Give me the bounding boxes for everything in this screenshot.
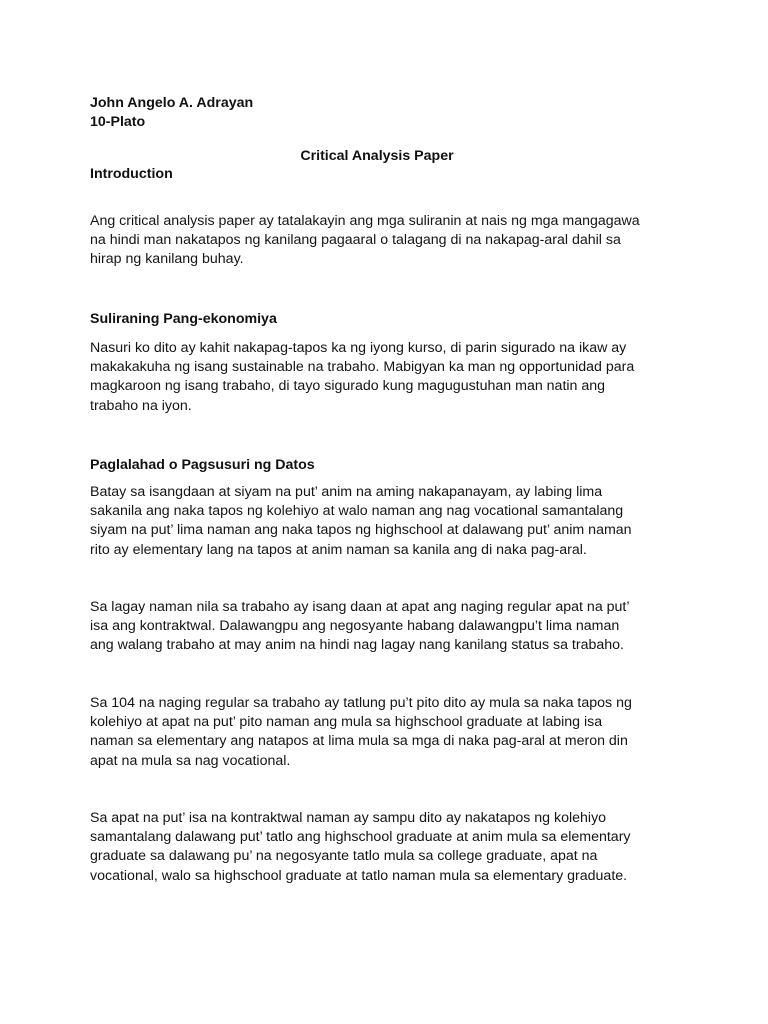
data-paragraph-3 <box>90 694 680 771</box>
paragraph-line: Nasuri ko dito ay kahit nakapag-tapos ka ng iyong kurso, di parin sigurado na ikaw ay <box>90 340 627 356</box>
author-name: John Angelo A. Adrayan <box>90 95 254 111</box>
paragraph-line: hirap ng kanilang buhay. <box>90 251 244 268</box>
paragraph-line: Ang critical analysis paper ay tatalakayin ang mga suliranin at nais ng mga mangagawa <box>90 213 640 229</box>
author-block <box>90 94 680 132</box>
paragraph-line: Sa 104 na naging regular sa trabaho ay tatlung pu’t pito dito ay mula sa naka tapos ng <box>90 695 632 711</box>
data-paragraph-1 <box>90 483 680 560</box>
paragraph-line: siyam na put’ lima naman ang naka tapos ng highschool at dalawang put’ anim naman <box>90 522 632 539</box>
introduction-heading: Introduction <box>90 166 173 182</box>
paragraph-line: naman sa elementary ang natapos at lima mula sa mga di naka pag-aral at meron din <box>90 733 628 750</box>
paragraph-line: ang walang trabaho at may anim na hindi nag lagay nang kanilang status sa trabaho. <box>90 637 624 654</box>
data-paragraph-2 <box>90 598 680 656</box>
economy-paragraph <box>90 339 680 416</box>
paragraph-line: graduate sa dalawang pu’ na negosyante tatlo mula sa college graduate, apat na <box>90 848 598 865</box>
paragraph-line: makakakuha ng isang sustainable na trabaho. Mabigyan ka man ng opportunidad para <box>90 359 635 376</box>
paper-title: Critical Analysis Paper <box>300 148 454 164</box>
paragraph-line: trabaho na iyon. <box>90 397 192 414</box>
paragraph-line: Sa lagay naman nila sa trabaho ay isang daan at apat ang naging regular apat na put’ <box>90 599 630 615</box>
paragraph-line: sakanila ang naka tapos ng kolehiyo at walo naman ang nag vocational samantalang <box>90 503 624 520</box>
paragraph-line: rito ay elementary lang na tapos at anim naman sa kanila ang di naka pag-aral. <box>90 541 587 558</box>
paragraph-line: isa ang kontraktwal. Dalawangpu ang negosyante habang dalawangpu’t lima naman <box>90 618 620 635</box>
economy-heading: Suliraning Pang-ekonomiya <box>90 311 277 327</box>
paragraph-line: samantalang dalawang put’ tatlo ang highschool graduate at anim mula sa elementary <box>90 829 631 846</box>
paragraph-line: vocational, walo sa highschool graduate at tatlo naman mula sa elementary graduate. <box>90 867 628 884</box>
paragraph-line: apat na mula sa nag vocational. <box>90 752 291 769</box>
introduction-paragraph <box>90 212 680 270</box>
paragraph-line: magkaroon ng isang trabaho, di tayo sigurado kung magugustuhan man natin ang <box>90 378 606 395</box>
paragraph-line: na hindi man nakatapos ng kanilang pagaaral o talagang di na nakapag-aral dahil sa <box>90 232 621 249</box>
data-heading: Paglalahad o Pagsusuri ng Datos <box>90 457 315 473</box>
class-section: 10-Plato <box>90 114 146 130</box>
paragraph-line: kolehiyo at apat na put’ pito naman ang mula sa highschool graduate at labing isa <box>90 714 603 731</box>
data-paragraph-4 <box>90 809 680 886</box>
paragraph-line: Sa apat na put’ isa na kontraktwal naman ay sampu dito ay nakatapos ng kolehiyo <box>90 810 607 826</box>
paragraph-line: Batay sa isangdaan at siyam na put’ anim na aming nakapanayam, ay labing lima <box>90 484 603 500</box>
